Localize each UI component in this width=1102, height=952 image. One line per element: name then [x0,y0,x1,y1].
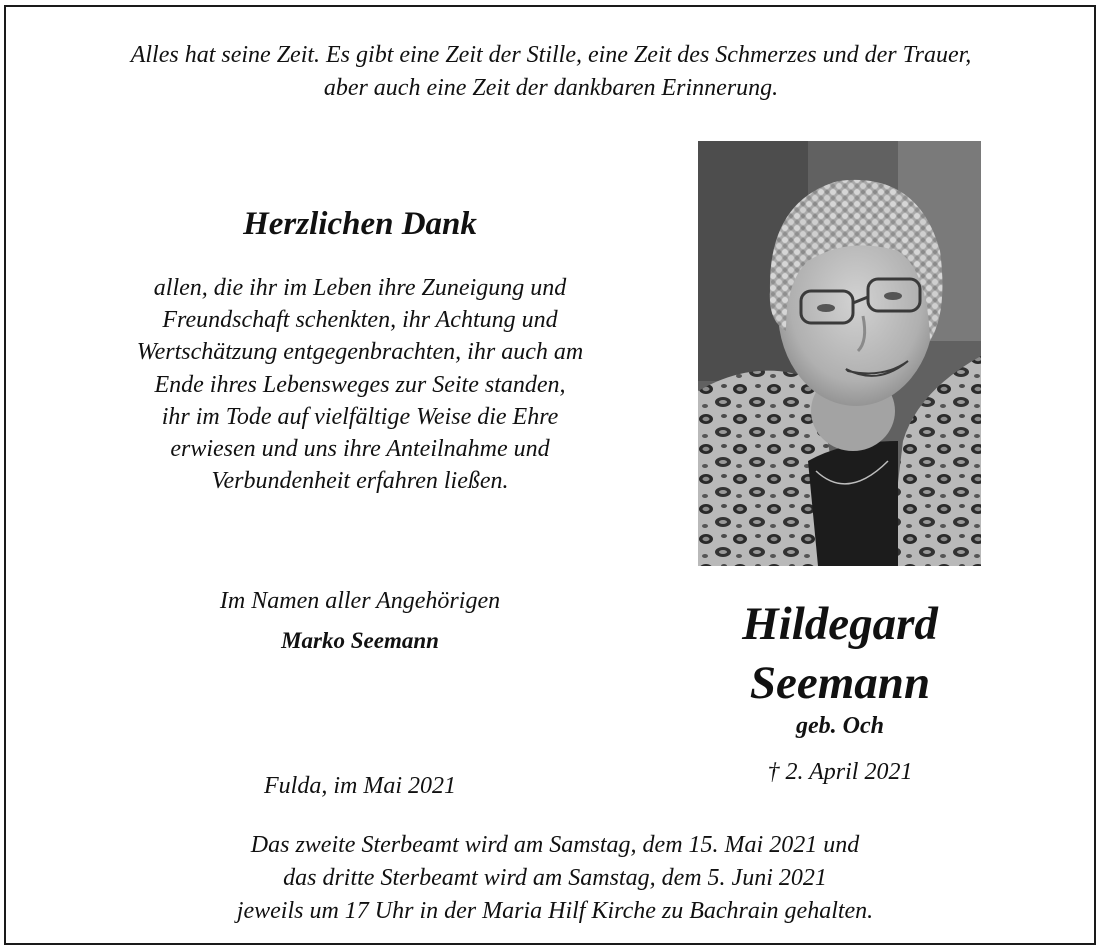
service-line: jeweils um 17 Uhr in der Maria Hilf Kirche zu Bachrain gehalten. [236,898,874,924]
place-date: Fulda, im Mai 2021 [264,773,456,799]
service-line: Das zweite Sterbeamt wird am Samstag, dem 15. Mai 2021 und [250,832,860,858]
motto-quote [0,39,1102,105]
thanks-line: Ende ihres Lebensweges zur Seite standen, [154,371,566,398]
thanks-line: allen, die ihr im Leben ihre Zuneigung und [153,275,567,301]
motto-line: aber auch eine Zeit der dankbaren Erinnerung. [323,75,779,101]
thanks-line: Freundschaft schenkten, ihr Achtung und [162,307,558,334]
thanks-message [60,272,660,497]
service-line: das dritte Sterbeamt wird am Samstag, dem 5. Juni 2021 [283,865,827,891]
thanks-line: ihr im Tode auf vielfältige Weise die Ehre [161,403,559,430]
signer-name: Marko Seemann [281,628,439,653]
thanks-line: Wertschätzung entgegenbrachten, ihr auch am [136,339,584,366]
thanks-line: erwiesen und uns ihre Anteilnahme und [170,436,550,463]
portrait-photo [698,141,981,566]
death-date: † 2. April 2021 [767,759,913,785]
motto-line: Alles hat seine Zeit. Es gibt eine Zeit der Stille, eine Zeit des Schmerzes und der Trauer, [130,42,972,68]
thanks-line: Verbundenheit erfahren ließen. [211,468,509,495]
on-behalf-text: Im Namen aller Angehörigen [219,588,501,614]
portrait-image [698,141,981,566]
service-announcement [0,829,1102,928]
thanks-heading: Herzlichen Dank [243,206,477,242]
deceased-last-name: Seemann [749,657,931,709]
maiden-name: geb. Och [796,713,884,739]
deceased-first-name: Hildegard [742,598,938,650]
